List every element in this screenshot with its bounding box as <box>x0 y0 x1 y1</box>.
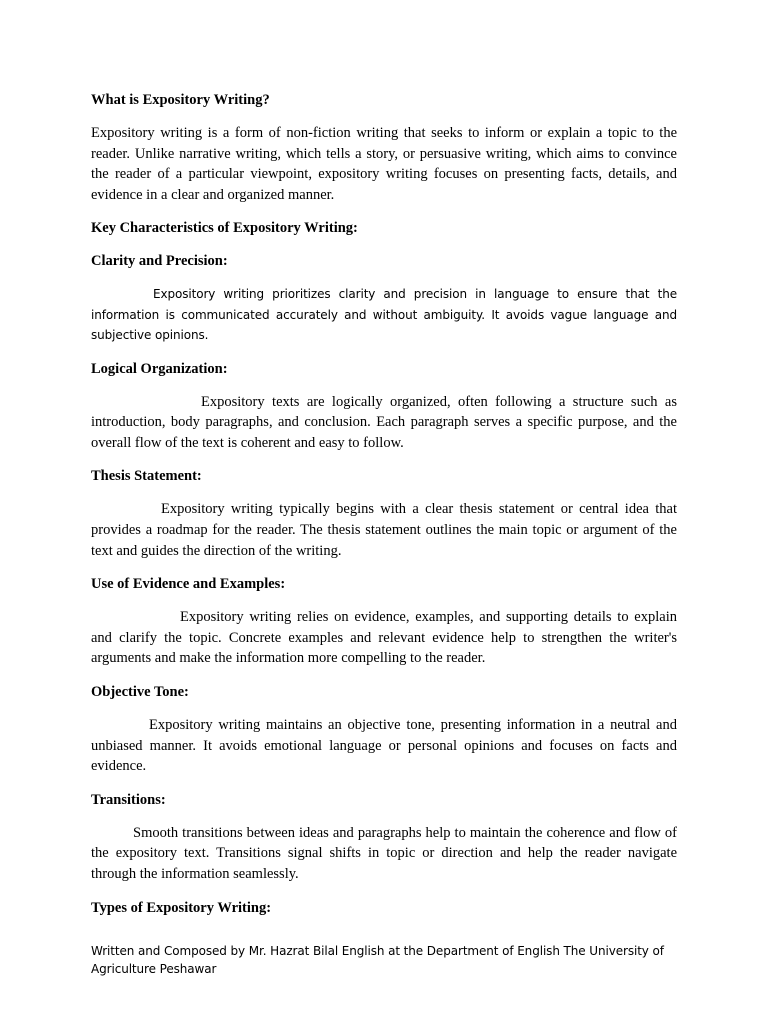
section-text-clarity: Expository writing prioritizes clarity and precision in language to ensure that the information is communicated accurately and without ambiguity. It avoids vague language and subjective opinions. <box>91 287 677 343</box>
section-text-tone: Expository writing maintains an objective tone, presenting information in a neutral and unbiased manner. It avoids emotional language or personal opinions and focuses on facts and evidence. <box>91 716 677 775</box>
section-heading-evidence: Use of Evidence and Examples: <box>91 576 286 593</box>
page-footer: Written and Composed by Mr. Hazrat Bilal English at the Department of English The University of Agriculture Peshawar <box>91 944 664 976</box>
section-heading-transitions: Transitions: <box>91 791 166 808</box>
section-text-thesis: Expository writing typically begins with a clear thesis statement or central idea that provides a roadmap for the reader. The thesis statement outlines the main topic or argument of the text and guides the direction of the writing. <box>91 501 677 559</box>
section-text-organization: Expository texts are logically organized, often following a structure such as introduction, body paragraphs, and conclusion. Each paragraph serves a specific purpose, and the overall flow of the text is coherent and easy to follow. <box>91 393 677 451</box>
section-text-evidence: Expository writing relies on evidence, examples, and supporting details to explain and clarify the topic. Concrete examples and relevant evidence help to strengthen the writer's arguments and make the information more compelling to the reader. <box>91 609 677 667</box>
section-heading-clarity: Clarity and Precision: <box>91 253 228 270</box>
section-heading-tone: Objective Tone: <box>91 683 189 700</box>
page-title: What is Expository Writing? <box>91 92 270 108</box>
intro-paragraph: Expository writing is a form of non-fiction writing that seeks to inform or explain a topic to the reader. Unlike narrative writing, which tells a story, or persuasive writing, which aims to convince the reader of a particular viewpoint, expository writing focuses on presenting facts, details, and evidence in a clear and organized manner. <box>91 125 677 203</box>
types-heading: Types of Expository Writing: <box>91 899 272 916</box>
section-heading-thesis: Thesis Statement: <box>91 468 202 485</box>
characteristics-heading: Key Characteristics of Expository Writing: <box>91 220 358 237</box>
section-text-transitions: Smooth transitions between ideas and paragraphs help to maintain the coherence and flow of the expository text. Transitions signal shifts in topic or direction and help the reader navigate through the information seamlessly. <box>91 824 677 882</box>
document-body <box>91 90 677 931</box>
section-heading-organization: Logical Organization: <box>91 360 228 377</box>
